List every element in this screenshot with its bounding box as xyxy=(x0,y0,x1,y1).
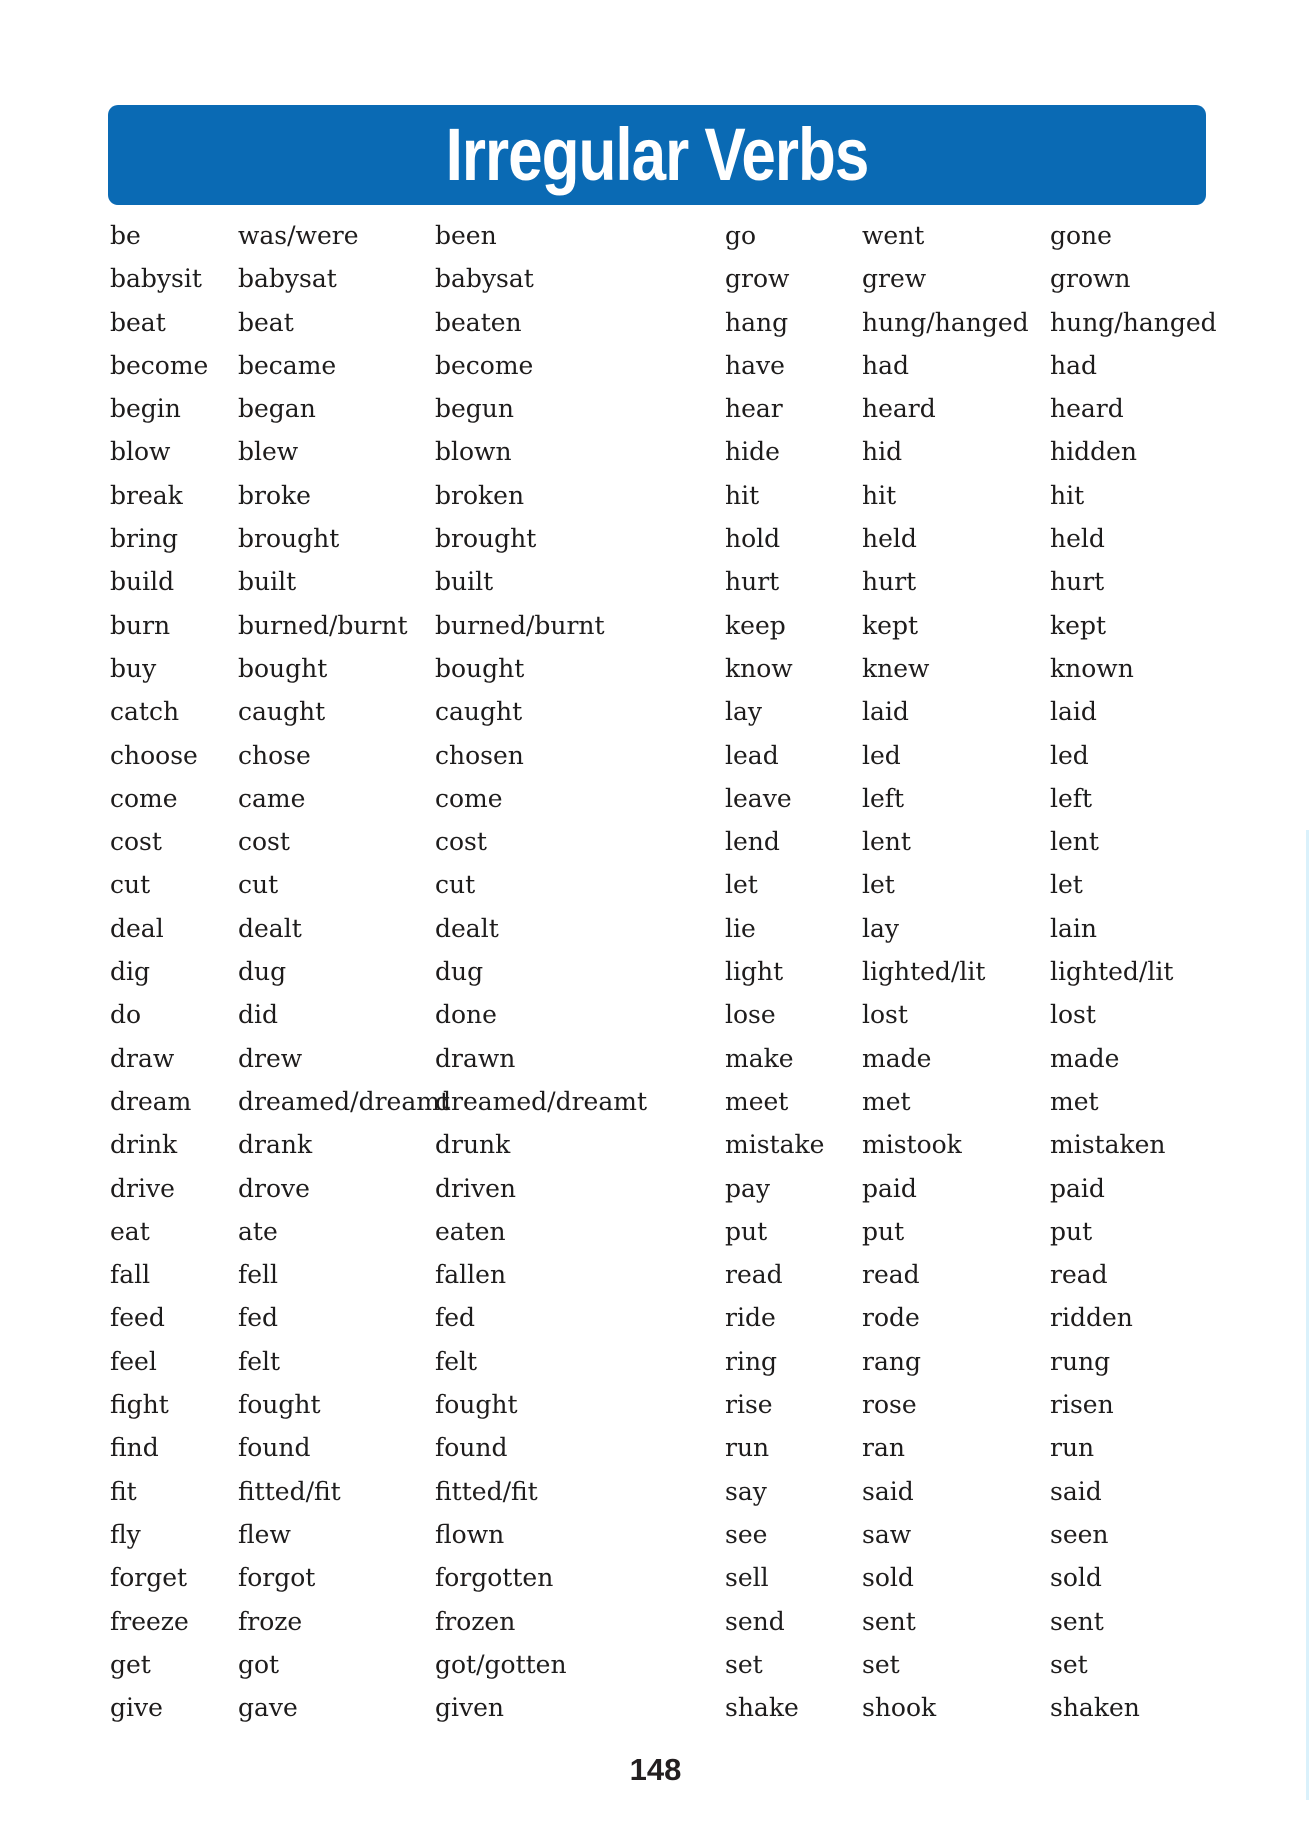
page-edge-artifact xyxy=(1306,830,1309,1800)
verb-cell-left-base: begin xyxy=(110,394,181,424)
verb-cell-right-past: rang xyxy=(862,1346,921,1376)
verb-cell-left-past: gave xyxy=(238,1693,298,1723)
verb-cell-right-participle: seen xyxy=(1050,1519,1109,1549)
verb-cell-left-participle: fitted/fit xyxy=(435,1476,538,1506)
verb-cell-left-participle: dealt xyxy=(435,913,499,943)
verb-cell-left-base: catch xyxy=(110,697,180,727)
verb-cell-left-participle: drawn xyxy=(435,1043,516,1073)
verb-cell-right-past: hurt xyxy=(862,567,917,597)
verb-cell-right-past: had xyxy=(862,350,910,380)
verb-cell-left-base: get xyxy=(110,1649,151,1679)
verb-cell-left-past: dealt xyxy=(238,913,302,943)
verb-cell-right-past: saw xyxy=(862,1519,912,1549)
verb-cell-left-participle: chosen xyxy=(435,740,524,770)
verb-cell-right-base: send xyxy=(725,1606,785,1636)
verb-cell-left-participle: babysat xyxy=(435,264,534,294)
verb-cell-left-participle: fed xyxy=(435,1303,476,1333)
verb-cell-right-participle: mistaken xyxy=(1050,1130,1166,1160)
verb-cell-left-participle: been xyxy=(435,221,497,250)
verb-cell-right-participle: rung xyxy=(1050,1346,1111,1376)
verb-cell-left-base: fly xyxy=(110,1519,141,1549)
verb-cell-left-participle: frozen xyxy=(435,1606,516,1636)
verb-cell-right-participle: sold xyxy=(1050,1563,1102,1593)
verb-cell-right-base: hit xyxy=(725,480,760,510)
verb-cell-left-past: dreamed/dreamt xyxy=(238,1086,450,1116)
verb-cell-left-past: got xyxy=(238,1649,280,1679)
verb-cell-left-base: eat xyxy=(110,1216,150,1246)
verb-cell-left-base: come xyxy=(110,783,178,813)
verb-cell-left-past: drank xyxy=(238,1130,313,1160)
verb-cell-left-past: babysat xyxy=(238,264,337,294)
verb-cell-left-past: bought xyxy=(238,653,328,683)
verb-cell-left-past: forgot xyxy=(238,1563,316,1593)
verb-cell-right-base: mistake xyxy=(725,1130,825,1160)
verb-cell-left-base: drive xyxy=(110,1173,175,1203)
verb-cell-right-base: set xyxy=(725,1649,763,1679)
verb-cell-right-past: knew xyxy=(862,653,930,683)
verb-cell-left-participle: beaten xyxy=(435,307,522,337)
verb-cell-right-participle: met xyxy=(1050,1086,1099,1116)
verb-cell-right-past: hung/hanged xyxy=(862,307,1029,337)
verb-cell-left-base: give xyxy=(110,1693,163,1723)
verb-cell-left-past: fed xyxy=(238,1303,279,1333)
verb-cell-right-participle: held xyxy=(1050,524,1105,554)
verb-cell-left-participle: forgotten xyxy=(435,1563,554,1593)
verb-cell-left-base: freeze xyxy=(110,1606,189,1636)
verb-cell-left-past: drew xyxy=(238,1043,303,1073)
verb-cell-left-past: drove xyxy=(238,1173,310,1203)
verb-cell-right-past: ran xyxy=(862,1433,905,1463)
verb-cell-right-base: let xyxy=(725,870,758,900)
verb-cell-right-base: hang xyxy=(725,307,789,337)
verb-cell-left-past: did xyxy=(238,1000,279,1030)
verb-cell-left-participle: found xyxy=(435,1433,508,1463)
verb-cell-left-base: find xyxy=(110,1433,159,1463)
verb-cell-right-base: put xyxy=(725,1216,768,1246)
verb-cell-left-base: babysit xyxy=(110,264,202,294)
verb-cell-left-participle: begun xyxy=(435,394,515,424)
verb-cell-left-participle: broken xyxy=(435,480,525,510)
verb-cell-left-participle: become xyxy=(435,350,534,380)
verb-cell-right-participle: sent xyxy=(1050,1606,1104,1636)
verb-cell-right-participle: said xyxy=(1050,1476,1102,1506)
verb-cell-right-participle: known xyxy=(1050,653,1134,683)
verb-cell-left-participle: dreamed/dreamt xyxy=(435,1086,647,1116)
verb-cell-right-past: grew xyxy=(862,264,927,294)
verb-cell-right-base: hear xyxy=(725,394,783,424)
verb-cell-right-base: ride xyxy=(725,1303,776,1333)
verb-cell-left-base: do xyxy=(110,1000,142,1030)
verb-cell-left-participle: cut xyxy=(435,870,476,900)
verb-cell-right-base: light xyxy=(725,957,784,987)
verb-cell-right-participle: left xyxy=(1050,783,1093,813)
verb-cell-right-past: held xyxy=(862,524,917,554)
verb-cell-left-participle: cost xyxy=(435,827,487,857)
page-title: Irregular Verbs xyxy=(445,113,869,197)
verb-cell-right-base: see xyxy=(725,1519,768,1549)
verb-cell-right-past: kept xyxy=(862,610,918,640)
verb-cell-left-base: fight xyxy=(110,1390,169,1420)
verb-cell-left-past: broke xyxy=(238,480,311,510)
verb-cell-right-participle: hidden xyxy=(1050,437,1137,467)
verb-cell-right-base: shake xyxy=(725,1693,799,1723)
verb-cell-right-past: rose xyxy=(862,1390,917,1420)
verb-cell-right-participle: kept xyxy=(1050,610,1106,640)
verb-cell-right-participle: lent xyxy=(1050,827,1099,857)
verb-cell-right-past: shook xyxy=(862,1693,937,1723)
verb-cell-left-past: fought xyxy=(238,1390,321,1420)
verb-cell-right-participle: ridden xyxy=(1050,1303,1133,1333)
verb-cell-left-past: began xyxy=(238,394,316,424)
verb-cell-right-past: went xyxy=(862,221,925,250)
verb-cell-right-participle: hit xyxy=(1050,480,1085,510)
verb-cell-right-base: lose xyxy=(725,1000,776,1030)
verb-cell-left-past: beat xyxy=(238,307,294,337)
verb-cell-right-past: left xyxy=(862,783,905,813)
verb-cell-right-base: lay xyxy=(725,697,763,727)
verb-cell-left-base: feed xyxy=(110,1303,165,1333)
verb-cell-right-participle: set xyxy=(1050,1649,1088,1679)
verb-cell-left-participle: felt xyxy=(435,1346,478,1376)
verb-cell-right-base: lead xyxy=(725,740,779,770)
verb-cell-right-past: mistook xyxy=(862,1130,962,1160)
verb-cell-right-participle: had xyxy=(1050,350,1098,380)
verb-cell-left-participle: burned/burnt xyxy=(435,610,605,640)
verb-cell-left-past: fell xyxy=(238,1260,279,1290)
verb-cell-right-past: laid xyxy=(862,697,909,727)
verb-cell-left-base: break xyxy=(110,480,183,510)
verb-cell-left-base: dream xyxy=(110,1086,192,1116)
verb-cell-right-participle: heard xyxy=(1050,394,1124,424)
verb-cell-right-participle: let xyxy=(1050,870,1083,900)
verb-cell-left-past: burned/burnt xyxy=(238,610,408,640)
verb-cell-left-past: ate xyxy=(238,1216,278,1246)
verb-cell-right-past: lighted/lit xyxy=(862,957,986,987)
verb-cell-right-participle: shaken xyxy=(1050,1693,1140,1723)
verb-cell-right-participle: made xyxy=(1050,1043,1120,1073)
verb-cell-left-past: dug xyxy=(238,957,287,987)
verb-cell-left-base: become xyxy=(110,350,209,380)
verb-cell-right-past: sold xyxy=(862,1563,914,1593)
verb-cell-right-base: grow xyxy=(725,264,790,294)
verb-cell-right-participle: lost xyxy=(1050,1000,1096,1030)
verb-cell-right-participle: paid xyxy=(1050,1173,1105,1203)
verb-cell-left-participle: flown xyxy=(435,1519,505,1549)
verb-cell-left-participle: built xyxy=(435,567,494,597)
verb-cell-left-participle: given xyxy=(435,1693,505,1723)
verb-cell-right-participle: read xyxy=(1050,1260,1108,1290)
verb-cell-right-past: rode xyxy=(862,1303,920,1333)
verb-cell-right-past: let xyxy=(862,870,895,900)
verb-cell-right-base: go xyxy=(725,221,757,250)
verb-cell-right-participle: gone xyxy=(1050,221,1112,250)
verb-cell-right-past: made xyxy=(862,1043,932,1073)
verb-cell-left-base: dig xyxy=(110,957,151,987)
verb-cell-right-base: know xyxy=(725,653,793,683)
verb-cell-left-past: came xyxy=(238,783,306,813)
verb-cell-left-participle: fallen xyxy=(435,1260,507,1290)
verb-cell-right-base: leave xyxy=(725,783,792,813)
verb-cell-left-base: be xyxy=(110,221,141,250)
verb-cell-left-base: burn xyxy=(110,610,171,640)
verb-cell-right-base: run xyxy=(725,1433,770,1463)
irregular-verbs-table xyxy=(110,221,1217,1736)
verb-cell-right-base: sell xyxy=(725,1563,769,1593)
verb-cell-right-past: sent xyxy=(862,1606,916,1636)
verb-cell-right-base: read xyxy=(725,1260,783,1290)
verb-cell-left-participle: blown xyxy=(435,437,512,467)
verb-cell-right-participle: risen xyxy=(1050,1390,1114,1420)
verb-cell-left-base: feel xyxy=(110,1346,157,1376)
verb-cell-left-participle: dug xyxy=(435,957,484,987)
verb-cell-right-past: lay xyxy=(862,913,900,943)
verb-cell-left-base: blow xyxy=(110,437,171,467)
verb-cell-right-past: set xyxy=(862,1649,900,1679)
verb-cell-right-past: hid xyxy=(862,437,903,467)
verb-cell-right-past: led xyxy=(862,740,901,770)
verb-cell-left-past: was/were xyxy=(238,221,359,250)
verb-cell-right-base: lend xyxy=(725,827,780,857)
verb-cell-left-past: fitted/fit xyxy=(238,1476,341,1506)
verb-cell-right-participle: grown xyxy=(1050,264,1131,294)
verb-cell-left-participle: eaten xyxy=(435,1216,506,1246)
verb-cell-right-past: said xyxy=(862,1476,914,1506)
verb-cell-left-participle: driven xyxy=(435,1173,516,1203)
verb-cell-right-base: meet xyxy=(725,1086,789,1116)
verb-cell-left-past: cut xyxy=(238,870,279,900)
verb-cell-right-participle: laid xyxy=(1050,697,1097,727)
verb-cell-left-base: choose xyxy=(110,740,198,770)
verb-cell-right-past: put xyxy=(862,1216,905,1246)
verb-cell-left-base: drink xyxy=(110,1130,178,1160)
verb-cell-right-past: heard xyxy=(862,394,936,424)
verb-cell-right-participle: hung/hanged xyxy=(1050,307,1217,337)
verb-cell-left-past: froze xyxy=(238,1606,303,1636)
verb-cell-left-past: felt xyxy=(238,1346,281,1376)
verb-cell-left-participle: fought xyxy=(435,1390,518,1420)
verb-cell-left-past: found xyxy=(238,1433,311,1463)
verb-cell-right-past: lent xyxy=(862,827,911,857)
verb-cell-right-participle: led xyxy=(1050,740,1089,770)
verb-cell-left-base: bring xyxy=(110,524,179,554)
verb-cell-left-participle: come xyxy=(435,783,503,813)
verb-cell-left-participle: done xyxy=(435,1000,497,1030)
verb-cell-left-base: cost xyxy=(110,827,162,857)
verb-cell-left-participle: caught xyxy=(435,697,523,727)
verb-cell-right-base: pay xyxy=(725,1173,771,1203)
verb-cell-left-base: beat xyxy=(110,307,166,337)
verb-cell-right-participle: lighted/lit xyxy=(1050,957,1174,987)
verb-cell-left-participle: drunk xyxy=(435,1130,511,1160)
verb-cell-right-base: hide xyxy=(725,437,780,467)
verb-cell-left-past: built xyxy=(238,567,297,597)
verb-cell-left-base: cut xyxy=(110,870,151,900)
verb-cell-right-base: say xyxy=(725,1476,767,1506)
verb-cell-right-past: read xyxy=(862,1260,920,1290)
verb-cell-right-past: lost xyxy=(862,1000,908,1030)
verb-cell-right-participle: put xyxy=(1050,1216,1093,1246)
verb-cell-left-base: forget xyxy=(110,1563,188,1593)
verb-cell-left-participle: bought xyxy=(435,653,525,683)
verb-cell-left-base: draw xyxy=(110,1043,175,1073)
verb-cell-left-past: cost xyxy=(238,827,290,857)
verb-cell-left-participle: brought xyxy=(435,524,537,554)
verb-cell-right-past: paid xyxy=(862,1173,917,1203)
verb-cell-left-past: caught xyxy=(238,697,326,727)
verb-cell-left-past: chose xyxy=(238,740,311,770)
verb-cell-right-base: hurt xyxy=(725,567,780,597)
verb-cell-left-base: fall xyxy=(110,1260,151,1290)
verb-cell-right-participle: lain xyxy=(1050,913,1097,943)
verb-cell-left-base: buy xyxy=(110,653,157,683)
verb-cell-left-past: flew xyxy=(238,1519,291,1549)
verb-cell-left-base: deal xyxy=(110,913,164,943)
verb-cell-left-base: fit xyxy=(110,1476,137,1506)
verb-cell-right-past: met xyxy=(862,1086,911,1116)
verb-cell-left-base: build xyxy=(110,567,175,597)
title-banner xyxy=(108,105,1206,205)
verb-cell-right-base: make xyxy=(725,1043,794,1073)
verb-cell-left-past: brought xyxy=(238,524,340,554)
verb-cell-left-participle: got/gotten xyxy=(435,1649,567,1679)
verb-cell-right-participle: run xyxy=(1050,1433,1095,1463)
verb-cell-right-base: ring xyxy=(725,1346,778,1376)
page-number: 148 xyxy=(629,1752,682,1787)
verb-cell-left-past: became xyxy=(238,350,337,380)
verb-cell-right-base: lie xyxy=(725,913,756,943)
verb-cell-right-base: keep xyxy=(725,610,786,640)
verb-cell-right-participle: hurt xyxy=(1050,567,1105,597)
verb-cell-right-base: rise xyxy=(725,1390,773,1420)
verb-cell-right-base: hold xyxy=(725,524,781,554)
verb-cell-right-past: hit xyxy=(862,480,897,510)
verb-cell-left-past: blew xyxy=(238,437,299,467)
verb-cell-right-base: have xyxy=(725,350,785,380)
